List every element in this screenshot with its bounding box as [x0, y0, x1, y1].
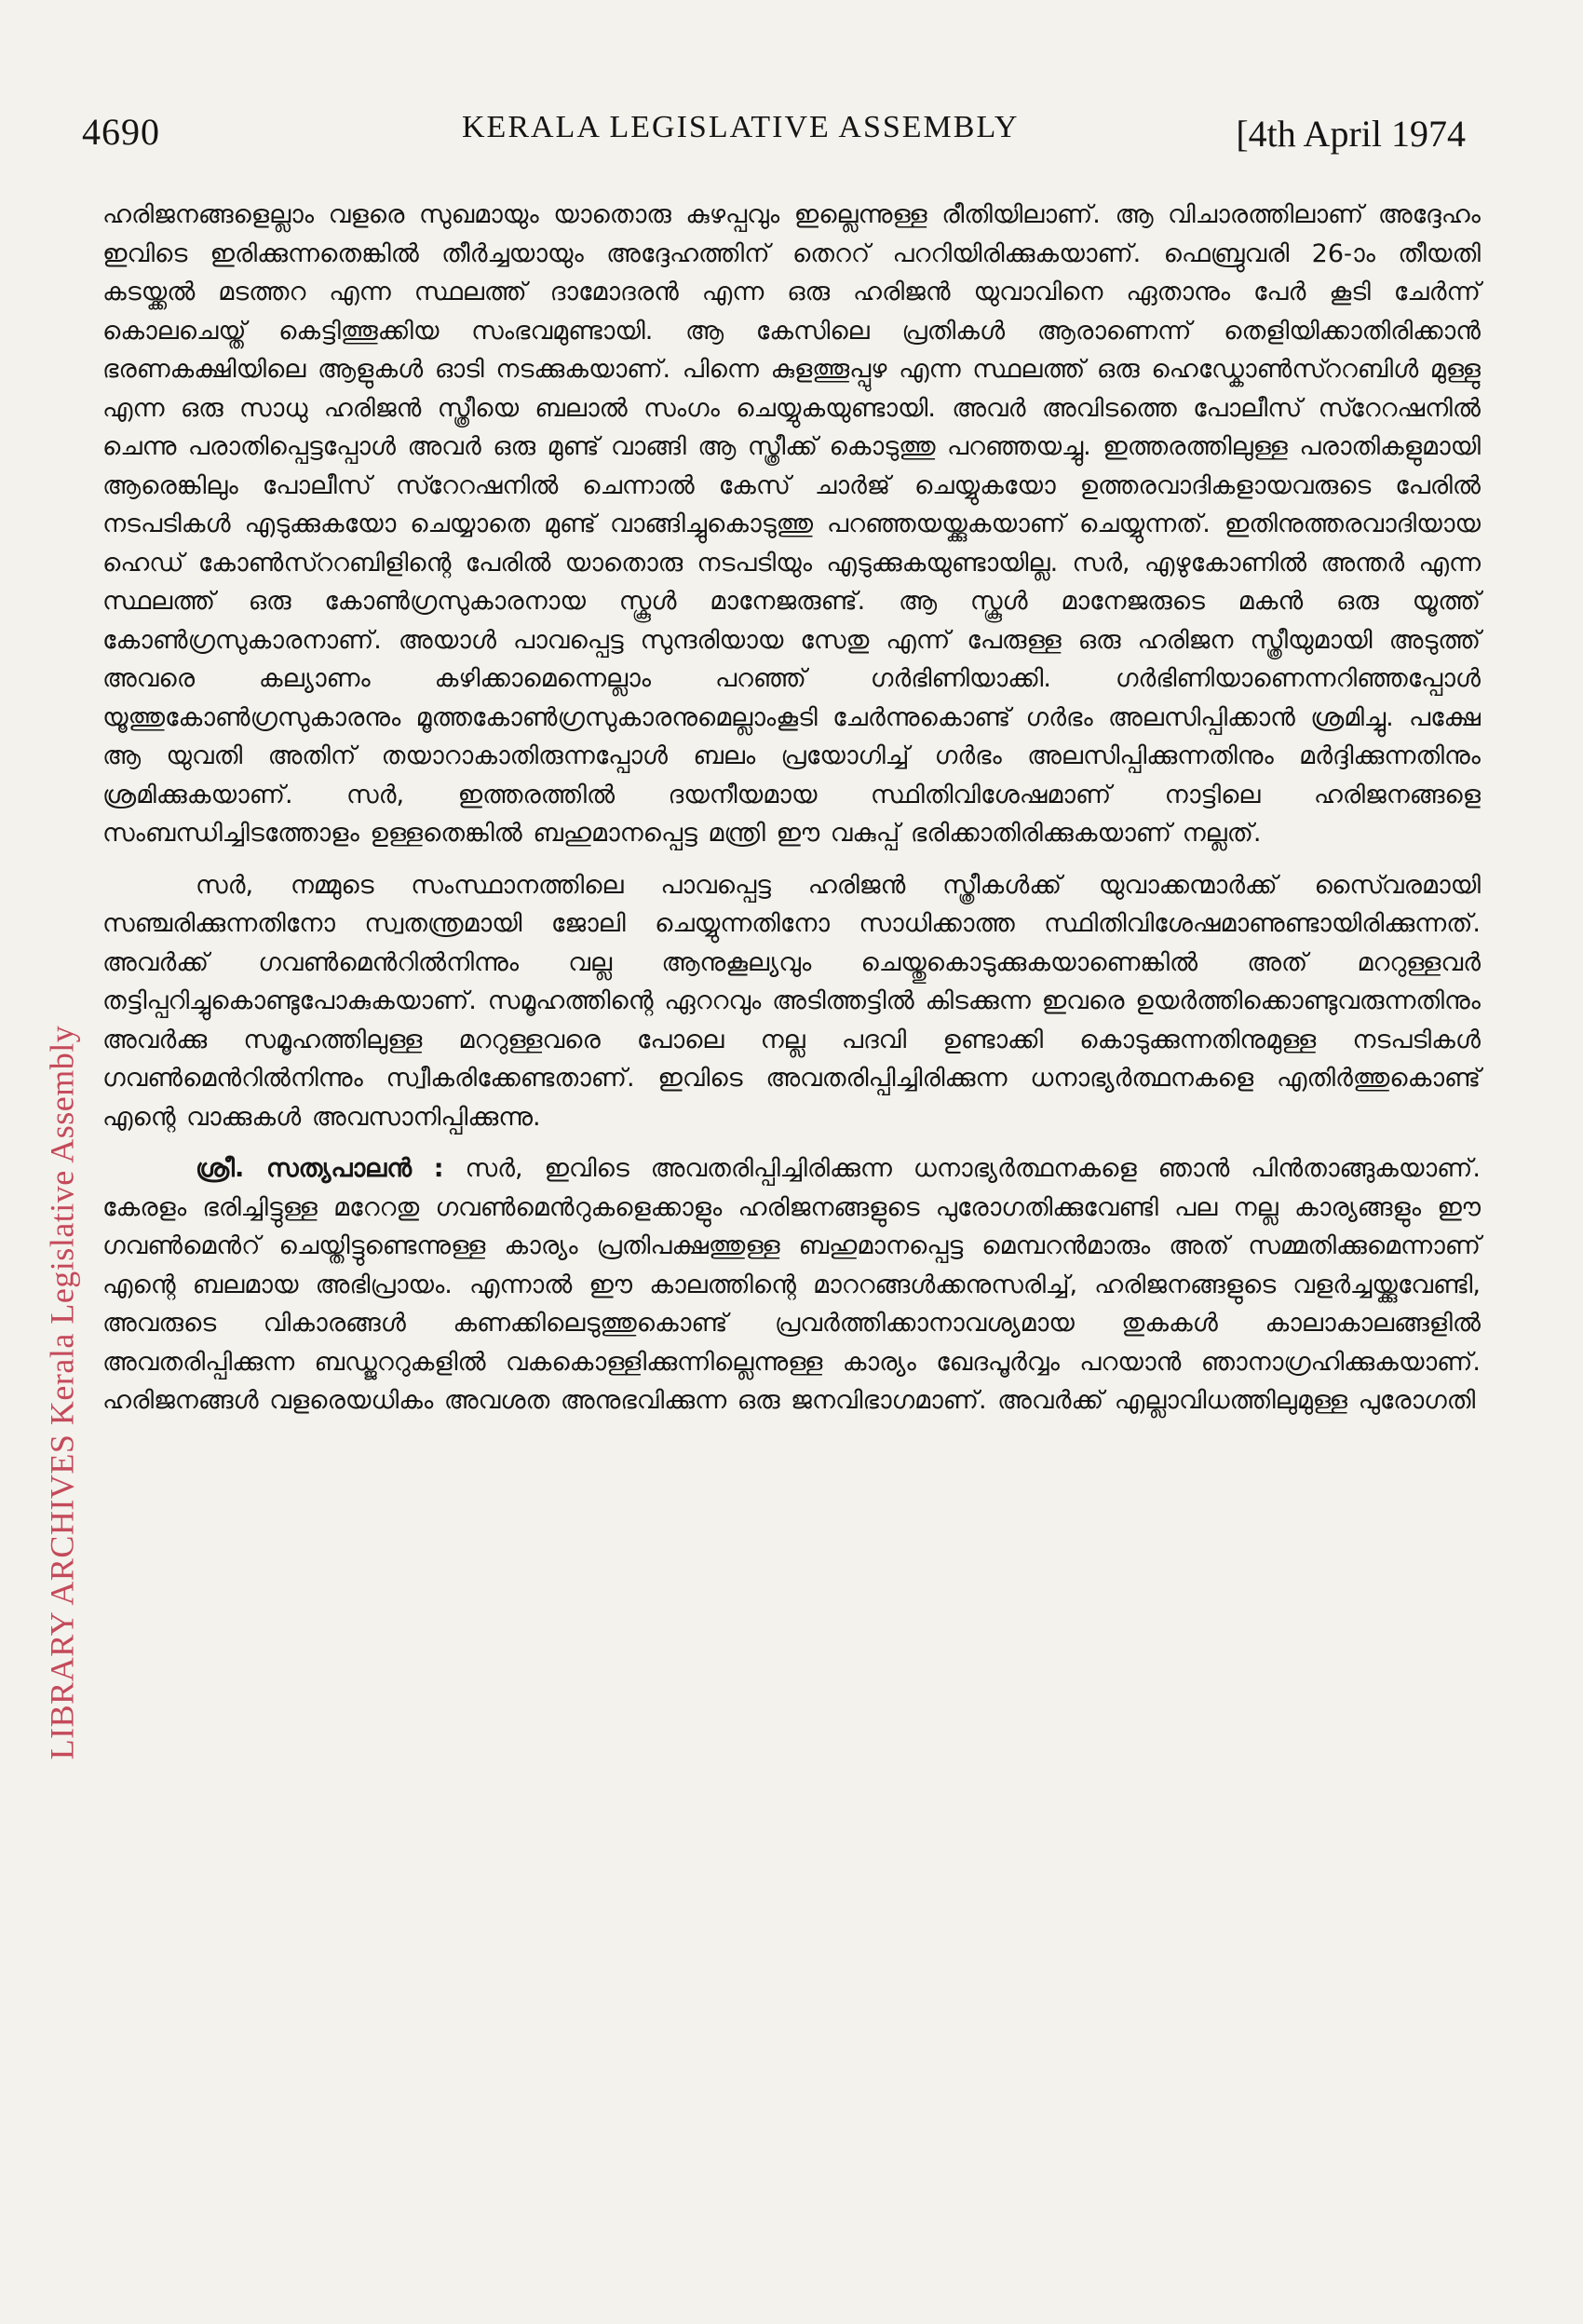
paragraph: [102, 866, 1481, 1137]
speaker-name: ശ്രീ. സത്യപാലൻ :: [196, 1154, 444, 1183]
paragraph-text: സർ, ഇവിടെ അവതരിപ്പിച്ചിരിക്കുന്ന ധനാഭ്യർത്ഥനകളെ ഞാൻ പിൻതാങ്ങുകയാണ്. കേരളം ഭരിച്ചിട്ടുള്ള മറേറതു ഗവൺമെൻറുകളെക്കാളും ഹരിജനങ്ങളുടെ പുരോഗതിക്കുവേണ്ടി പല നല്ല കാര്യങ്ങളും ഈ ഗവൺമെൻറ് ചെയ്തിട്ടുണ്ടെന്നുള്ള കാര്യം പ്രതിപക്ഷത്തുള്ള ബഹുമാനപ്പെട്ട മെമ്പറൻമാരും അത് സമ്മതിക്കുമെന്നാണ് എന്റെ ബലമായ അഭിപ്രായം. എന്നാൽ ഈ കാലത്തിന്റെ മാററങ്ങൾക്കനുസരിച്ച്, ഹരിജനങ്ങളുടെ വളർച്ചയ്ക്കുവേണ്ടി, അവരുടെ വികാരങ്ങൾ കണക്കിലെടുത്തുകൊണ്ട് പ്രവർത്തിക്കാനാവശ്യമായ തുകകൾ കാലാകാലങ്ങളിൽ അവതരിപ്പിക്കുന്ന ബഡ്ജററുകളിൽ വകകൊള്ളിക്കുന്നില്ലെന്നുള്ള കാര്യം ഖേദപൂർവ്വം പറയാൻ ഞാനാഗ്രഹിക്കുകയാണ്. ഹരിജനങ്ങൾ വളരെയധികം അവശത അനുഭവിക്കുന്ന ഒരു ജനവിഭാഗമാണ്. അവർക്ക് എല്ലാവിധത്തിലുമുള്ള പുരോഗതി: [102, 1154, 1481, 1415]
paragraph: [102, 196, 1481, 853]
watermark-text: LIBRARY ARCHIVES Kerala Legislative Assembly: [43, 1025, 81, 1760]
proceedings-body: [102, 196, 1481, 1420]
paragraph-text: സർ, നമ്മുടെ സംസ്ഥാനത്തിലെ പാവപ്പെട്ട ഹരിജൻ സ്ത്രീകൾക്ക് യുവാക്കന്മാർക്ക് സൈ്വരമായി സഞ്ചരിക്കുന്നതിനോ സ്വതന്ത്രമായി ജോലി ചെയ്യുന്നതിനോ സാധിക്കാത്ത സ്ഥിതിവിശേഷമാണുണ്ടായിരിക്കുന്നത്. അവർക്ക് ഗവൺമെൻറിൽനിന്നും വല്ല ആനുകൂല്യവും ചെയ്തുകൊടുക്കുകയാണെങ്കിൽ അത് മററുള്ളവർ തട്ടിപ്പറിച്ചുകൊണ്ടുപോകുകയാണ്. സമൂഹത്തിന്റെ ഏററവും അടിത്തട്ടിൽ കിടക്കുന്ന ഇവരെ ഉയർത്തിക്കൊണ്ടുവരുന്നതിനും അവർക്കു സമൂഹത്തിലുള്ള മററുള്ളവരെ പോലെ നല്ല പദവി ഉണ്ടാക്കി കൊടുക്കുന്നതിനുമുള്ള നടപടികൾ ഗവൺമെൻറിൽനിന്നും സ്വീകരിക്കേണ്ടതാണ്. ഇവിടെ അവതരിപ്പിച്ചിരിക്കുന്ന ധനാഭ്യർത്ഥനകളെ എതിർത്തുകൊണ്ട് എന്റെ വാക്കുകൾ അവസാനിപ്പിക്കുന്നു.: [102, 870, 1481, 1132]
running-title: KERALA LEGISLATIVE ASSEMBLY: [462, 110, 1020, 144]
page-header: [82, 110, 1466, 166]
paragraph: [102, 1149, 1481, 1420]
page-number: 4690: [82, 111, 160, 153]
archive-watermark: [34, 792, 89, 1993]
paragraph-text: ഹരിജനങ്ങളെല്ലാം വളരെ സുഖമായും യാതൊരു കുഴപ്പവും ഇല്ലെന്നുള്ള രീതിയിലാണ്. ആ വിചാരത്തിലാണ് അദ്ദേഹം ഇവിടെ ഇരിക്കുന്നതെങ്കിൽ തീർച്ചയായും അദ്ദേഹത്തിന് തെററ് പററിയിരിക്കുകയാണ്. ഫെബ്രുവരി 26-ാം തീയതി കടയ്ക്കൽ മടത്തറ എന്ന സ്ഥലത്ത് ദാമോദരൻ എന്ന ഒരു ഹരിജൻ യുവാവിനെ ഏതാനും പേർ കൂടി ചേർന്ന് കൊലചെയ്ത് കെട്ടിത്തൂക്കിയ സംഭവമുണ്ടായി. ആ കേസിലെ പ്രതികൾ ആരാണെന്ന് തെളിയിക്കാതിരിക്കാൻ ഭരണകക്ഷിയിലെ ആളുകൾ ഓടി നടക്കുകയാണ്. പിന്നെ കുളത്തൂപ്പുഴ എന്ന സ്ഥലത്ത് ഒരു ഹെഡ്കോൺസ്ററബിൾ മുള്ളു എന്ന ഒരു സാധു ഹരിജൻ സ്ത്രീയെ ബലാൽ സംഗം ചെയ്യുകയുണ്ടായി. അവർ അവിടത്തെ പോലീസ് സ്റേറഷനിൽ ചെന്നു പരാതിപ്പെട്ടപ്പോൾ അവർ ഒരു മുണ്ട് വാങ്ങി ആ സ്ത്രീക്ക് കൊടുത്തു പറഞ്ഞയച്ചു. ഇത്തരത്തിലുള്ള പരാതികളുമായി ആരെങ്കിലും പോലീസ് സ്റേറഷനിൽ ചെന്നാൽ കേസ് ചാർജ് ചെയ്യുകയോ ഉത്തരവാദികളായവരുടെ പേരിൽ നടപടികൾ എടുക്കുകയോ ചെയ്യാതെ മുണ്ട് വാങ്ങിച്ചുകൊടുത്തു പറഞ്ഞയയ്ക്കുകയാണ് ചെയ്യുന്നത്. ഇതിനുത്തരവാദിയായ ഹെഡ് കോൺസ്ററബിളിന്റെ പേരിൽ യാതൊരു നടപടിയും എടുക്കുകയുണ്ടായില്ല. സർ, എഴുകോണിൽ അന്തർ എന്ന സ്ഥലത്ത് ഒരു കോൺഗ്രസുകാരനായ സ്കൂൾ മാനേജരുണ്ട്. ആ സ്കൂൾ മാനേജരുടെ മകൻ ഒരു യൂത്ത് കോൺഗ്രസുകാരനാണ്. അയാൾ പാവപ്പെട്ട സുന്ദരിയായ സേതു എന്ന് പേരുള്ള ഒരു ഹരിജന സ്ത്രീയുമായി അടുത്ത് അവരെ കല്യാണം കഴിക്കാമെന്നെല്ലാം പറഞ്ഞ് ഗർഭിണിയാക്കി. ഗർഭിണിയാണെന്നറിഞ്ഞപ്പോൾ യൂത്തുകോൺഗ്രസുകാരനും മൂത്തകോൺഗ്രസുകാരനുമെല്ലാംകൂടി ചേർന്നുകൊണ്ട് ഗർഭം അലസിപ്പിക്കാൻ ശ്രമിച്ചു. പക്ഷേ ആ യുവതി അതിന് തയാറാകാതിരുന്നപ്പോൾ ബലം പ്രയോഗിച്ച് ഗർഭം അലസിപ്പിക്കുന്നതിനും മർദ്ദിക്കുന്നതിനും ശ്രമിക്കുകയാണ്. സർ, ഇത്തരത്തിൽ ദയനീയമായ സ്ഥിതിവിശേഷമാണ് നാട്ടിലെ ഹരിജനങ്ങളെ സംബന്ധിച്ചിടത്തോളം ഉള്ളതെങ്കിൽ ബഹുമാനപ്പെട്ട മന്ത്രി ഈ വകുപ്പ് ഭരിക്കാതിരിക്കുകയാണ് നല്ലത്.: [102, 200, 1481, 848]
header-date: [4th April 1974: [1236, 113, 1466, 155]
